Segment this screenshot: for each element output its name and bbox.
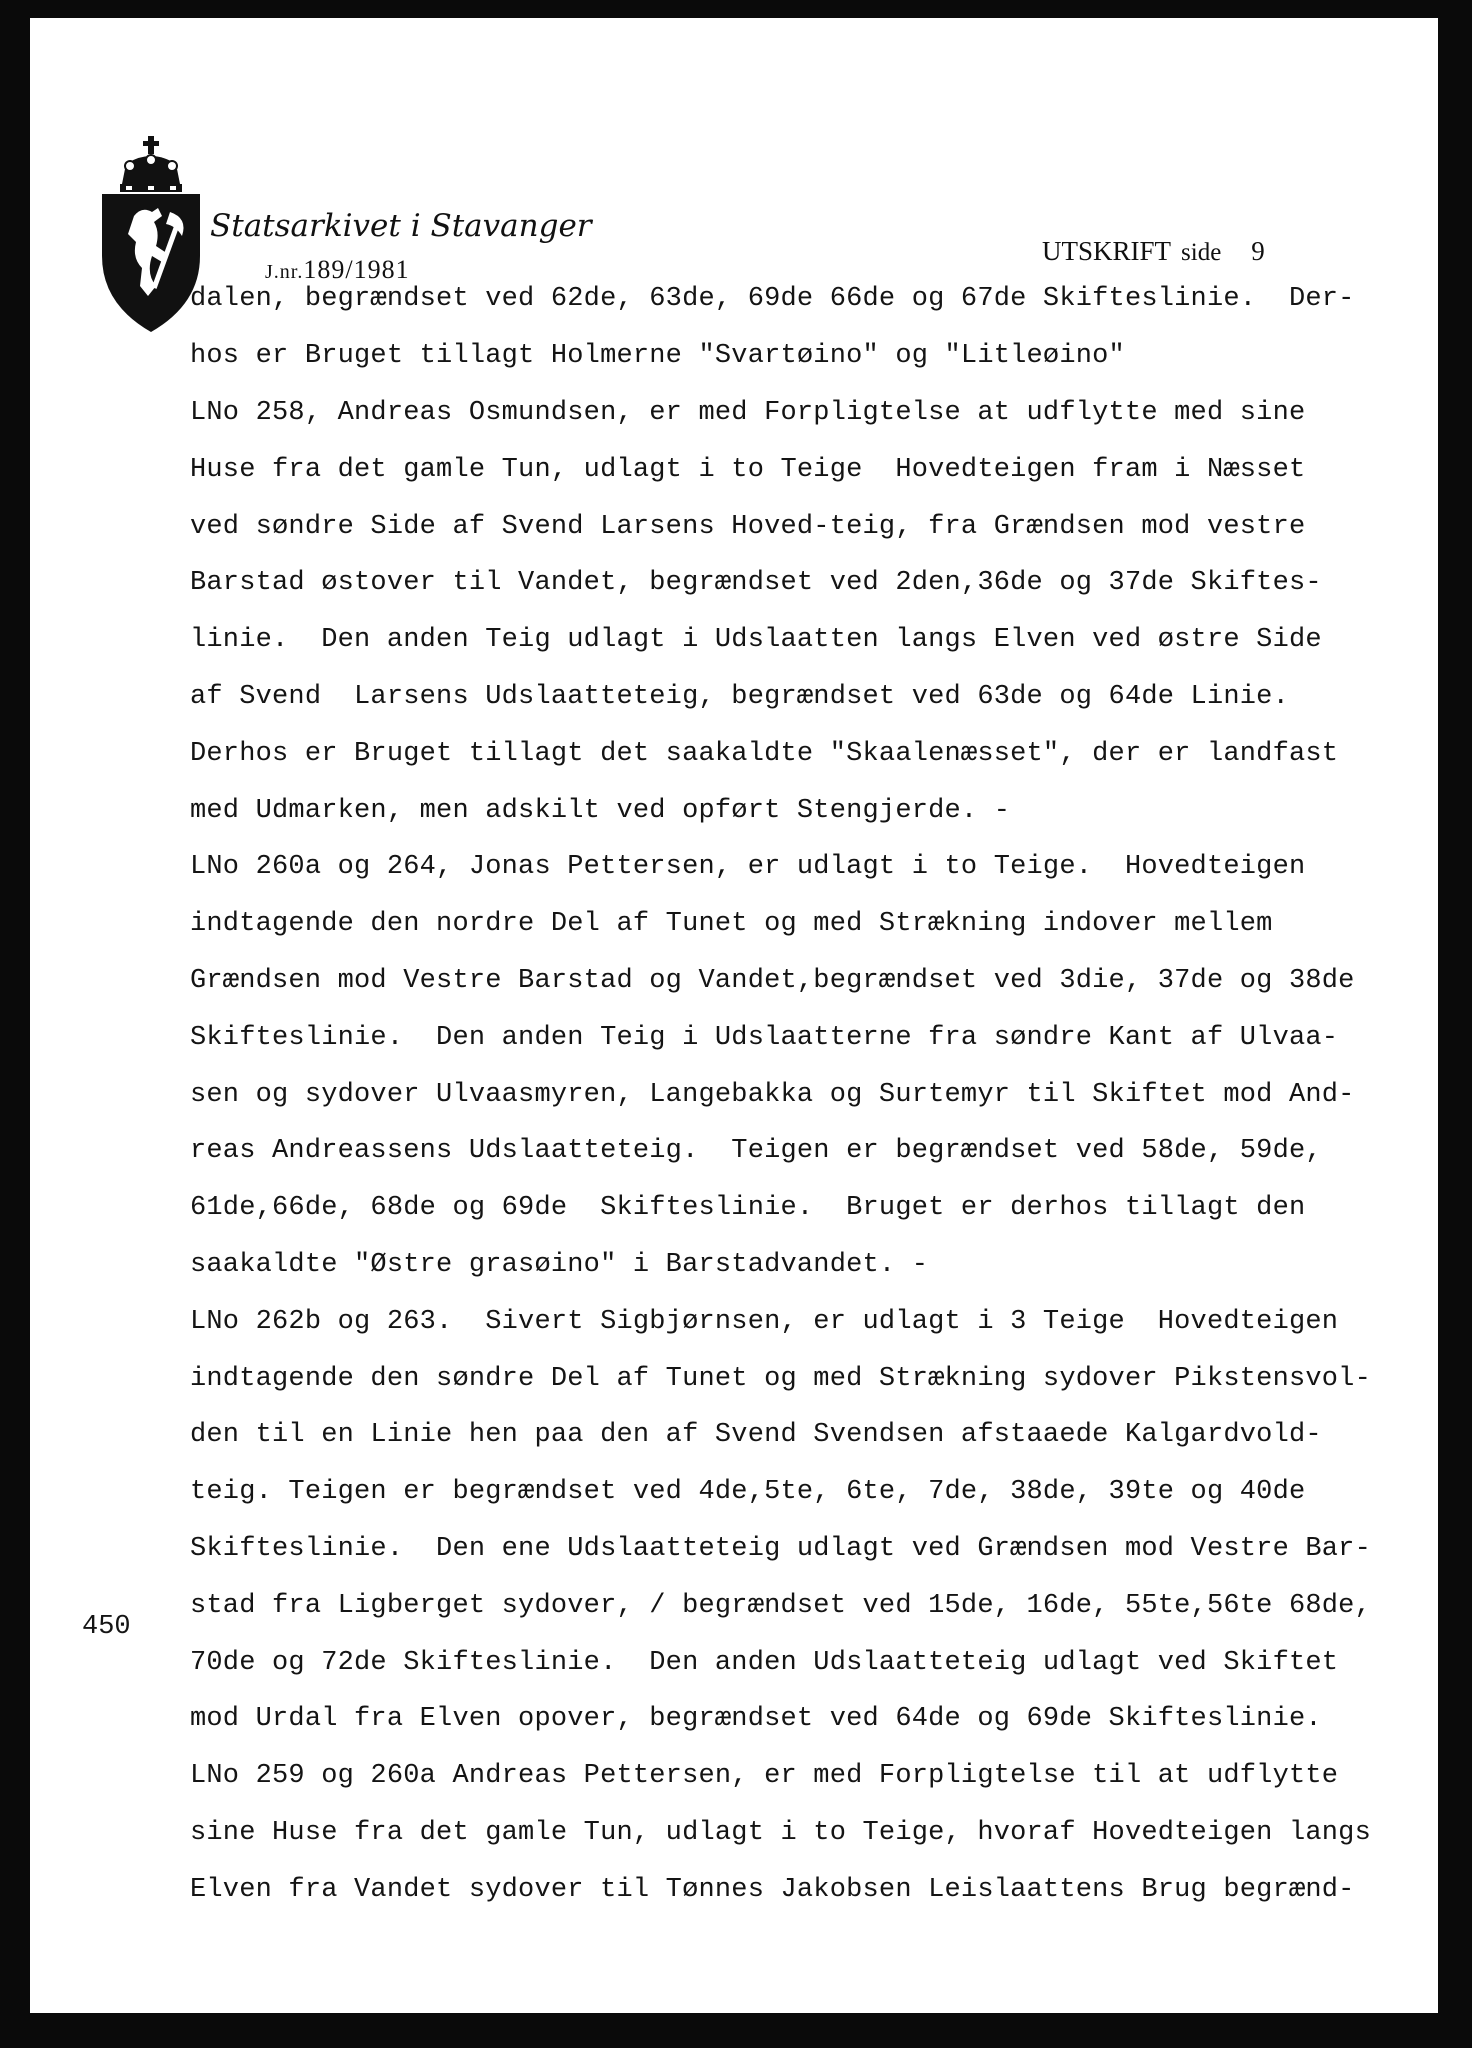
text-line: af Svend Larsens Udslaatteteig, begrændset ved 63de og 64de Linie.	[190, 682, 1289, 712]
text-line: med Udmarken, men adskilt ved opført Stengjerde. -	[190, 796, 1011, 826]
page-header	[1042, 236, 1265, 267]
text-line: saakaldte "Østre grasøino" i Barstadvandet. -	[190, 1250, 929, 1280]
text-line: Elven fra Vandet sydover til Tønnes Jakobsen Leislaattens Brug begrænd-	[190, 1875, 1355, 1905]
journal-label: J.nr.	[265, 261, 304, 283]
document-page	[30, 18, 1438, 2013]
journal-value: 189/1981	[303, 255, 410, 284]
text-line: reas Andreassens Udslaatteteig. Teigen er begrændset ved 58de, 59de,	[190, 1136, 1322, 1166]
text-line: Grændsen mod Vestre Barstad og Vandet,begrændset ved 3die, 37de og 38de	[190, 966, 1355, 996]
text-line: 61de,66de, 68de og 69de Skifteslinie. Bruget er derhos tillagt den	[190, 1193, 1306, 1223]
utskrift-label: UTSKRIFT	[1042, 236, 1172, 266]
text-line: teig. Teigen er begrændset ved 4de,5te, 6te, 7de, 38de, 39te og 40de	[190, 1477, 1306, 1507]
text-line: sine Huse fra det gamle Tun, udlagt i to Teige, hvoraf Hovedteigen langs	[190, 1818, 1371, 1848]
journal-number	[265, 255, 410, 285]
text-line: den til en Linie hen paa den af Svend Svendsen afstaaede Kalgardvold-	[190, 1420, 1322, 1450]
text-line: Huse fra det gamle Tun, udlagt i to Teige Hovedteigen fram i Næsset	[190, 455, 1306, 485]
text-line: LNo 262b og 263. Sivert Sigbjørnsen, er udlagt i 3 Teige Hovedteigen	[190, 1307, 1339, 1337]
text-line: Skifteslinie. Den ene Udslaatteteig udlagt ved Grændsen mod Vestre Bar-	[190, 1534, 1371, 1564]
text-line: linie. Den anden Teig udlagt i Udslaatten langs Elven ved østre Side	[190, 625, 1322, 655]
side-label: side	[1181, 239, 1222, 266]
text-line: Derhos er Bruget tillagt det saakaldte "Skaalenæsset", der er landfast	[190, 739, 1339, 769]
text-line: LNo 259 og 260a Andreas Pettersen, er med Forpligtelse til at udflytte	[190, 1761, 1339, 1791]
text-line: Barstad østover til Vandet, begrændset ved 2den,36de og 37de Skiftes-	[190, 568, 1322, 598]
text-line: hos er Bruget tillagt Holmerne "Svartøino" og "Litleøino"	[190, 341, 1125, 371]
text-line: ved søndre Side af Svend Larsens Hoved-teig, fra Grændsen mod vestre	[190, 512, 1306, 542]
text-line: sen og sydover Ulvaasmyren, Langebakka og Surtemyr til Skiftet mod And-	[190, 1080, 1355, 1110]
text-line: LNo 258, Andreas Osmundsen, er med Forpligtelse at udflytte med sine	[190, 398, 1306, 428]
margin-number: 450	[82, 1612, 131, 1642]
text-line: 70de og 72de Skifteslinie. Den anden Udslaatteteig udlagt ved Skiftet	[190, 1648, 1339, 1678]
page-number: 9	[1251, 236, 1265, 266]
text-line: mod Urdal fra Elven opover, begrændset ved 64de og 69de Skifteslinie.	[190, 1704, 1322, 1734]
text-line: dalen, begrændset ved 62de, 63de, 69de 66de og 67de Skifteslinie. Der-	[190, 284, 1355, 314]
archive-name: Statsarkivet i Stavanger	[210, 208, 592, 244]
text-line: LNo 260a og 264, Jonas Pettersen, er udlagt i to Teige. Hovedteigen	[190, 852, 1306, 882]
text-line: indtagende den søndre Del af Tunet og med Strækning sydover Pikstensvol-	[190, 1364, 1371, 1394]
text-line: stad fra Ligberget sydover, / begrændset ved 15de, 16de, 55te,56te 68de,	[190, 1591, 1371, 1621]
text-line: indtagende den nordre Del af Tunet og med Strækning indover mellem	[190, 909, 1273, 939]
text-line: Skifteslinie. Den anden Teig i Udslaatterne fra søndre Kant af Ulvaa-	[190, 1023, 1339, 1053]
